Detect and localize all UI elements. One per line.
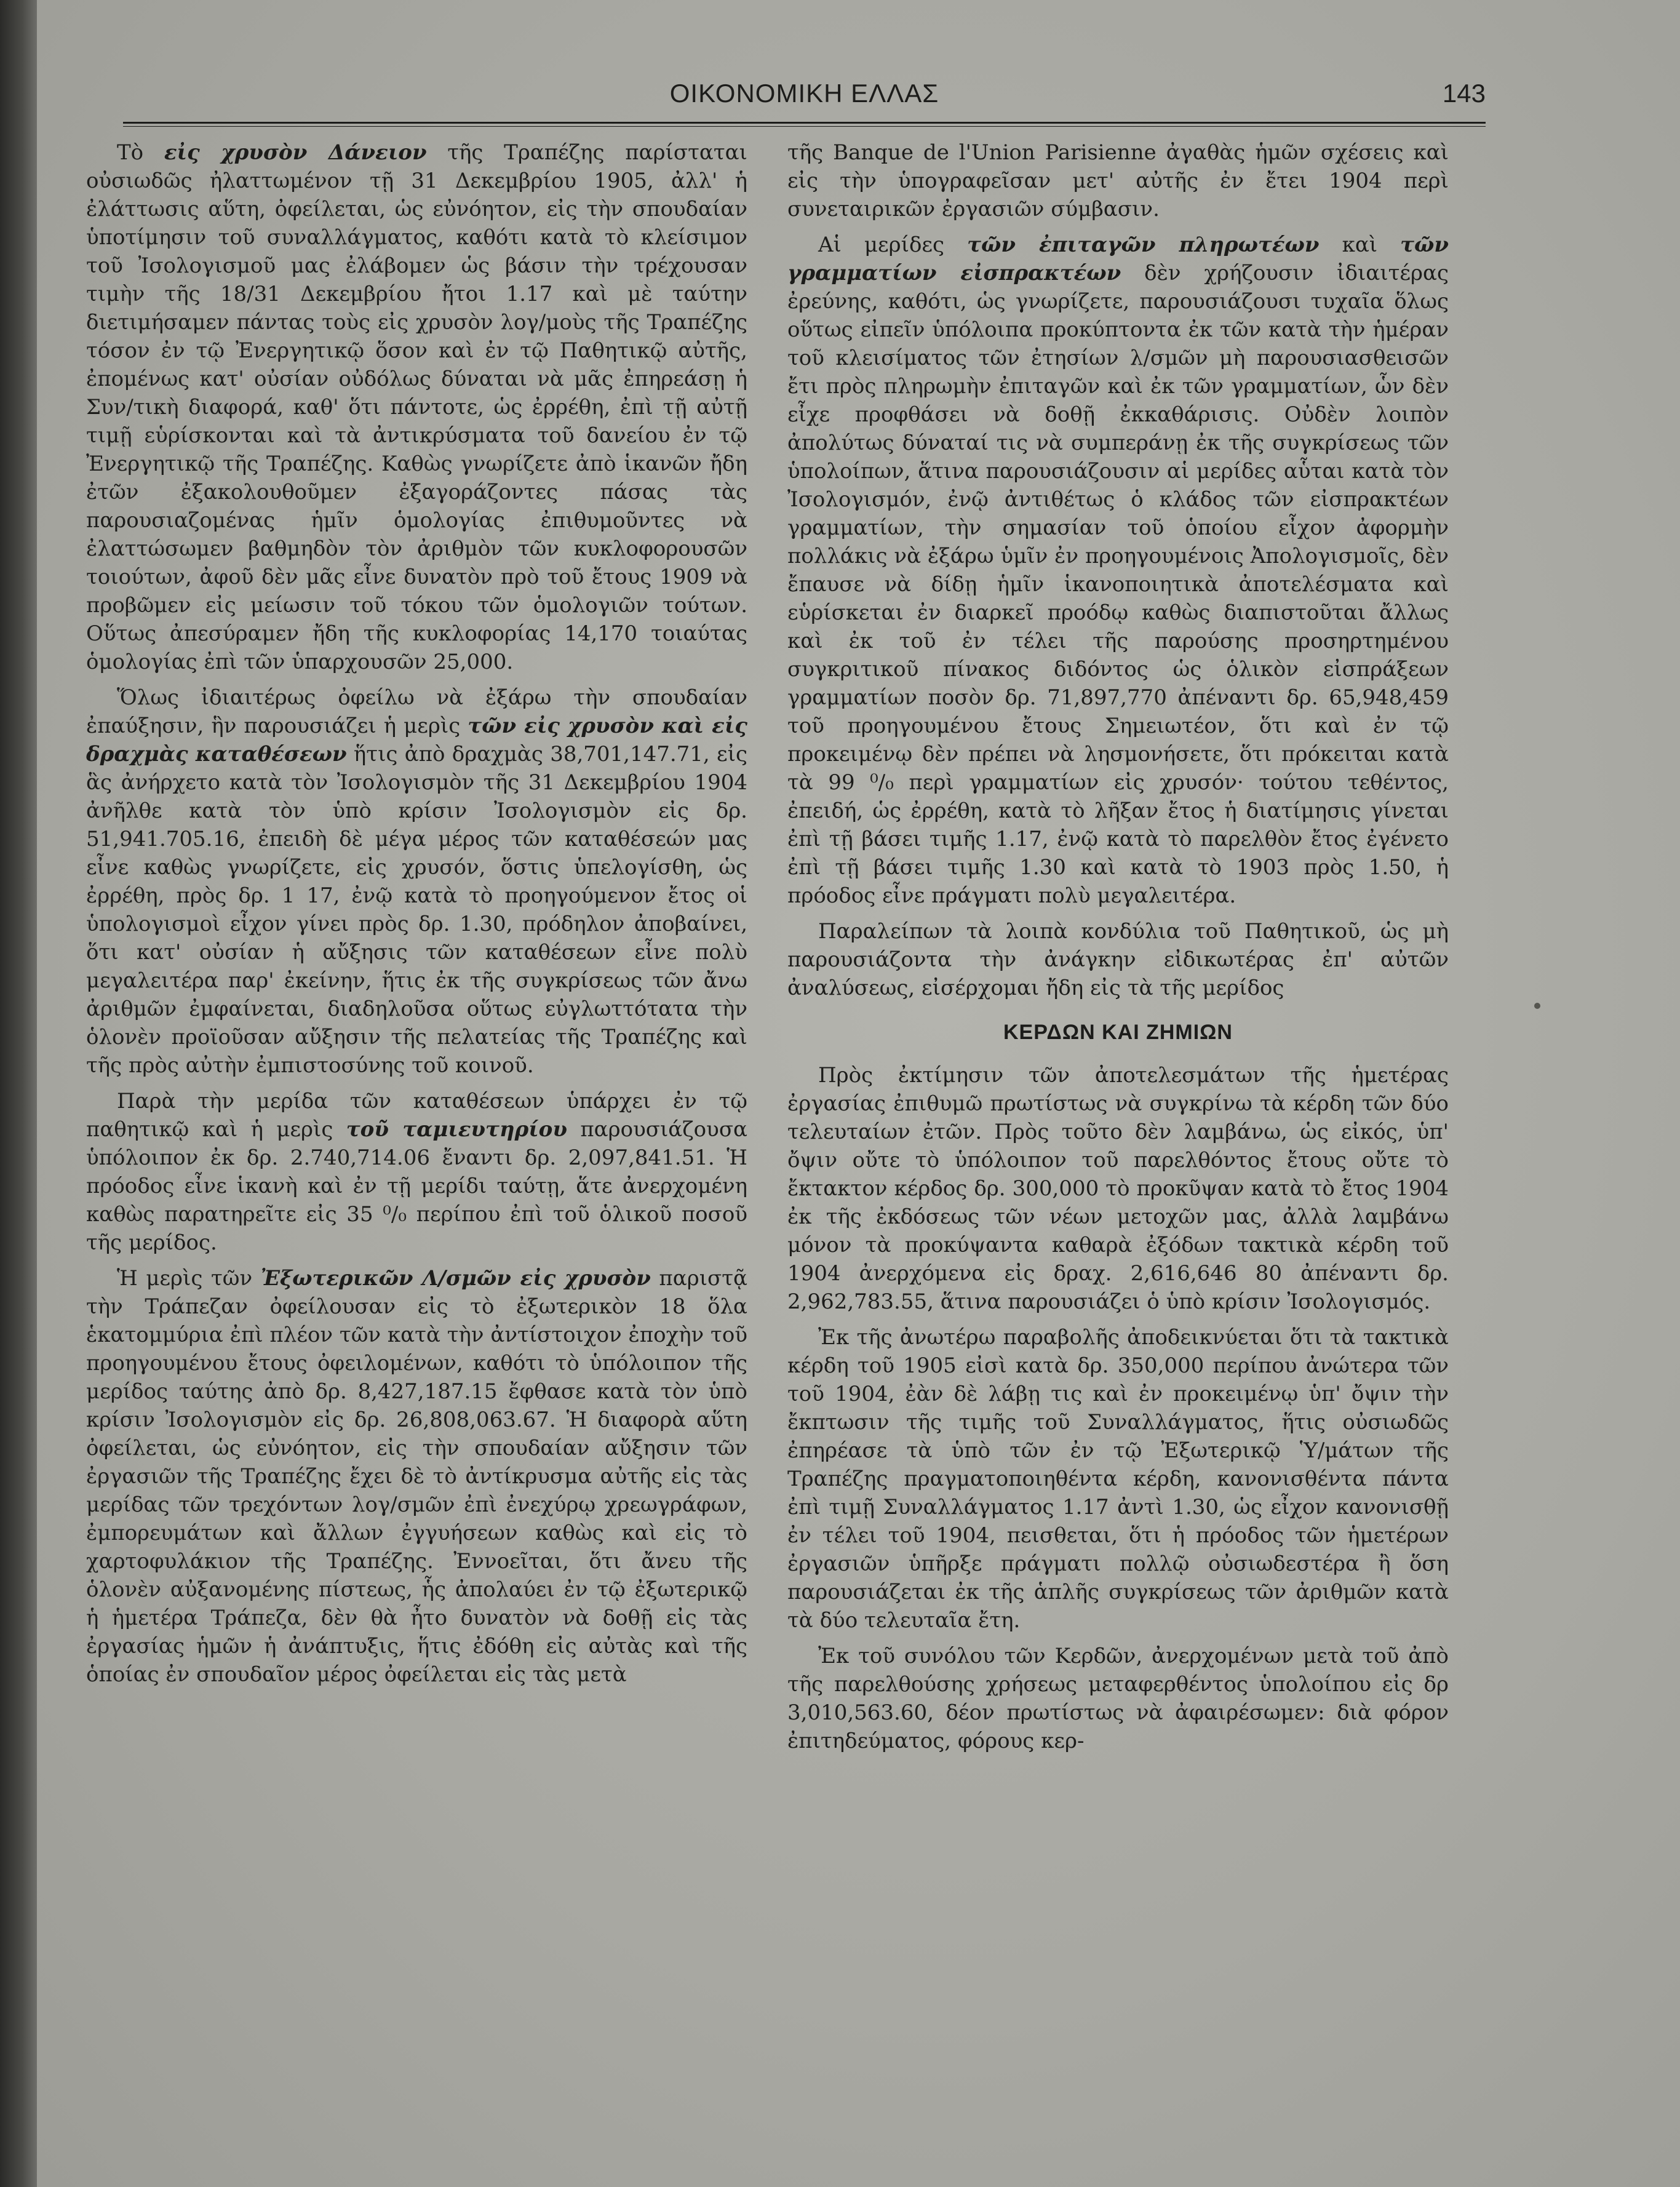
text-run: τῆς Τραπέζης παρίσταται οὐσιωδῶς ἠλαττωμένον τῇ 31 Δεκεμβρίου 1905, ἀλλ' ἡ ἐλάττωσις αὕτη, ὀφείλεται, ὡς εὐνόητον, εἰς τὴν σπουδαίαν ὑποτίμησιν τοῦ συναλλάγματος, καθότι κατὰ τὸ κλείσιμον τοῦ Ἰσολογισμοῦ μας ἐλάβομεν ὡς βάσιν τὴν τρέχουσαν τιμὴν τῆς 18/31 Δεκεμβρίου ἤτοι 1.17 καὶ μὲ ταύτην διετιμήσαμεν πάντας τοὺς εἰς χρυσὸν λογ/μοὺς τῆς Τραπέζης τόσον ἐν τῷ Ἐνεργητικῷ ὅσον καὶ ἐν τῷ Παθητικῷ αὐτῆς, ἐπομένως κατ' οὐσίαν οὐδόλως δύναται νὰ μᾶς ἐπηρεάσῃ ἡ Συν/τικὴ διαφορά, καθ' ὅτι πάντοτε, ὡς ἐρρέθη, ἐπὶ τῇ αὐτῇ τιμῇ εὑρίσκονται καὶ τὰ ἀντικρύσματα τοῦ δανείου ἐν τῷ Ἐνεργητικῷ τῆς Τραπέζης. Καθὼς γνωρίζετε ἀπὸ ἱκανῶν ἤδη ἐτῶν ἐξακολουθοῦμεν ἐξαγοράζοντες πάσας τὰς παρουσιαζομένας ἡμῖν ὁμολογίας ἐπιθυμοῦντες νὰ ἐλαττώσωμεν βαθμηδὸν τὸν ἀριθμὸν τῶν κυκλοφορουσῶν τοιούτων, ἀφοῦ δὲν μᾶς εἶνε δυνατὸν πρὸ τοῦ ἔτους 1909 νὰ προβῶμεν εἰς μείωσιν τοῦ τόκου τῶν ὁμολογιῶν τούτων. Οὕτως ἀπεσύραμεν ἤδη τῆς κυκλοφορίας 14,170 τοιαύτας ὁμολογίας ἐπὶ τῶν ὑπαρχουσῶν 25,000. — [86, 140, 747, 674]
paragraph-continuation: τῆς Banque de l'Union Parisienne ἀγαθὰς ἡμῶν σχέσεις καὶ εἰς τὴν ὑπογραφεῖσαν μετ' αὐτῆς ἐν ἔτει 1904 περὶ συνεταιρικῶν ἐργασιῶν σύμβασιν. — [787, 140, 1449, 221]
emphasis-foreign-accounts: Ἐξωτερικῶν Λ/σμῶν εἰς χρυσὸν — [260, 1266, 651, 1291]
text-run: παρουσιάζουσα ὑπόλοιπον ἐκ δρ. 2.740,714.06 ἔναντι δρ. 2,097,841.51. Ἡ πρόοδος εἶνε ἱκανὴ καὶ ἐν τῇ μερίδι ταύτῃ, ἅτε ἀνερχομένη καθὼς παρατηρεῖτε εἰς 35 ⁰/₀ περίπου ἐπὶ τοῦ ὁλικοῦ ποσοῦ τῆς μερίδος. — [86, 1117, 747, 1255]
paragraph-foreign-accounts — [86, 1264, 747, 1689]
text-run: δὲν χρήζουσιν ἰδιαιτέρας ἐρεύνης, καθότι, ὡς γνωρίζετε, παρουσιάζουσι τυχαῖα ὅλως οὕτως εἰπεῖν ὑπόλοιπα προκύπτοντα ἐκ τῶν κατὰ τὴν ἡμέραν τοῦ κλεισίματος τῶν ἐτησίων λ/σμῶν μὴ παρουσιασθεισῶν ἔτι πρὸς πληρωμὴν ἐπιταγῶν καὶ ἐκ τῶν γραμματίων, ὧν δὲν εἶχε προφθάσει νὰ δοθῇ ἐκκαθάρισις. Οὐδὲν λοιπὸν ἀπολύτως δύναταί τις νὰ συμπεράνῃ ἐκ τῆς συγκρίσεως τῶν ὑπολοίπων, ἅτινα παρουσιάζουσιν αἱ μερίδες αὗται κατὰ τὸν Ἰσολογισμόν, ἐνῷ ἀντιθέτως ὁ κλάδος τῶν εἰσπρακτέων γραμματίων, τὴν σημασίαν τοῦ ὁποίου εἶχον ἀφορμὴν πολλάκις νὰ ἐξάρω ὑμῖν ἐν προηγουμένοις Ἀπολογισμοῖς, δὲν ἔπαυσε νὰ δίδῃ ἡμῖν ἱκανοποιητικὰ ἀποτελέσματα καὶ εὑρίσκεται ἐν διαρκεῖ προόδῳ καθὼς διαπιστοῦται ἄλλως καὶ ἐκ τοῦ ἐν τέλει τῆς παρούσης προσηρτημένου συγκριτικοῦ πίνακος διδόντος ὡς ὁλικὸν εἰσπράξεων γραμματίων ποσὸν δρ. 71,897,770 ἀπέναντι δρ. 65,948,459 τοῦ προηγουμένου ἔτους Σημειωτέον, ὅτι καὶ ἐν τῷ προκειμένῳ δὲν πρέπει νὰ λησμονήσετε, ὅτι πρόκειται κατὰ τὰ 99 ⁰/₀ περὶ γραμματίων εἰς χρυσόν· τούτου τεθέντος, ἐπειδή, ὡς ἐρρέθη, κατὰ τὸ λῆξαν ἔτος ἡ διατίμησις γίνεται ἐπὶ τῇ βάσει τιμῆς 1.17, ἐνῷ κατὰ τὸ παρελθὸν ἔτος ἐγένετο ἐπὶ τῇ βάσει τιμῆς 1.30 καὶ κατὰ τὸ 1903 πρὸς 1.50, ἡ πρόοδος εἶνε πράγματι πολὺ μεγαλειτέρα. — [787, 261, 1449, 908]
emphasis-gold-loan: εἰς χρυσὸν Δάνειον — [164, 140, 427, 165]
running-title: ΟΙΚΟΝΟΜΙΚΗ ΕΛΛΑΣ — [669, 79, 939, 108]
book-binding-edge — [0, 0, 37, 2187]
section-heading: ΚΕΡΔΩΝ ΚΑΙ ΖΗΜΙΩΝ — [1003, 1021, 1233, 1044]
page-header — [123, 74, 1486, 123]
paragraph-gold-loan — [86, 138, 747, 676]
paragraph-deposits — [86, 683, 747, 1080]
paragraph-profit-total: Ἐκ τοῦ συνόλου τῶν Κερδῶν, ἀνερχομένων μετὰ τοῦ ἀπὸ τῆς παρελθούσης χρήσεως μεταφερθέντος ὑπολοίπου εἰς δρ 3,010,563.60, δέον πρωτίστως νὰ ἀφαιρέσωμεν: διὰ φόρον ἐπιτηδεύματος, φόρους κερ- — [787, 1644, 1449, 1753]
text-run: παριστᾷ τὴν Τράπεζαν ὀφείλουσαν εἰς τὸ ἐξωτερικὸν 18 ὅλα ἑκατομμύρια ἐπὶ πλέον τῶν κατὰ τὴν ἀντίστοιχον ἐποχὴν τοῦ προηγουμένου ἔτους ὀφειλομένων, καθότι τὸ ὑπόλοιπον τῆς μερίδος ταύτης ἀπὸ δρ. 8,427,187.15 ἔφθασε κατὰ τὸν ὑπὸ κρίσιν Ἰσολογισμὸν εἰς δρ. 26,808,063.67. Ἡ διαφορὰ αὕτη ὀφείλεται, ὡς εὐνόητον, εἰς τὴν σπουδαίαν αὔξησιν τῶν ἐργασιῶν τῆς Τραπέζης ἔχει δὲ τὸ ἀντίκρυσμα αὐτῆς εἰς τὰς μερίδας τῶν τρεχόντων λογ/σμῶν ἐπὶ ἐνεχύρῳ χρεωγράφων, ἐμπορευμάτων καὶ ἄλλων ἐγγυήσεων καθὼς καὶ εἰς τὸ χαρτοφυλάκιον τῆς Τραπέζης. Ἐννοεῖται, ὅτι ἄνευ τῆς ὁλονὲν αὐξανομένης πίστεως, ἧς ἀπολαύει ἐν τῷ ἐξωτερικῷ ἡ ἡμετέρα Τράπεζα, δὲν θὰ ἦτο δυνατὸν νὰ δοθῇ εἰς τὰς ἐργασίας ἡμῶν ἡ ἀνάπτυξις, ἥτις ἐδόθη εἰς αὐτὰς καὶ τῆς ὁποίας ἐν σπουδαῖον μέρος ὀφείλεται εἰς τὰς μετὰ — [86, 1266, 747, 1687]
page-number: 143 — [1442, 79, 1486, 108]
paragraph-profit-comparison: Πρὸς ἐκτίμησιν τῶν ἀποτελεσμάτων τῆς ἡμετέρας ἐργασίας ἐπιθυμῶ πρωτίστως νὰ συγκρίνω τὰ κέρδη τῶν δύο τελευταίων ἐτῶν. Πρὸς τοῦτο δὲν λαμβάνω, ὡς εἰκός, ὑπ' ὄψιν οὔτε τὸ ὑπόλοιπον τοῦ παρελθόντος ἔτους οὔτε τὸ ἔκτακτον κέρδος δρ. 300,000 τὸ προκῦψαν κατὰ τὸ ἔτος 1904 ἐκ τῆς ἐκδόσεως τῶν νέων μετοχῶν μας, ἀλλὰ λαμβάνω μόνον τὰ προκύψαντα καθαρὰ ἐξόδων τακτικὰ κέρδη τοῦ 1904 ἀνερχόμενα εἰς δραχ. 2,616,646 80 ἀπέναντι δρ. 2,962,783.55, ἅτινα παρουσιάζει ὁ ὑπὸ κρίσιν Ἰσολογισμός. — [787, 1063, 1449, 1314]
right-column — [787, 138, 1449, 2150]
text-run: Ὅλως ἰδιαιτέρως ὀφείλω νὰ ἐξάρω τὴν σπουδαίαν ἐπαύξησιν, ἣν παρουσιάζει ἡ μερὶς — [86, 685, 747, 738]
header-rule — [123, 122, 1486, 127]
ink-speck — [1534, 1003, 1540, 1009]
paragraph-transition: Παραλείπων τὰ λοιπὰ κονδύλια τοῦ Παθητικοῦ, ὡς μὴ παρουσιάζοντα τὴν ἀνάγκην εἰδικωτέρας ἐπ' αὐτῶν ἀναλύσεως, εἰσέρχομαι ἤδη εἰς τὰ τῆς μερίδος — [787, 919, 1449, 1000]
text-run: Τὸ — [117, 140, 164, 165]
emphasis-deposits: τῶν εἰς χρυσὸν καὶ εἰς δραχμὰς καταθέσεων — [86, 714, 747, 767]
text-run: ἥτις ἀπὸ δραχμὰς 38,701,147.71, εἰς ἃς ἀνήρχετο κατὰ τὸν Ἰσολογισμὸν τῆς 31 Δεκεμβρίου 1904 ἀνῆλθε κατὰ τὸν ὑπὸ κρίσιν Ἰσολογισμὸν εἰς δρ. 51,941.705.16, ἐπειδὴ δὲ μέγα μέρος τῶν καταθέσεών μας εἶνε καθὼς γνωρίζετε, εἰς χρυσόν, ὅστις ὑπελογίσθη, ὡς ἐρρέθη, πρὸς δρ. 1 17, ἐνῷ κατὰ τὸ προηγούμενον ἔτος οἱ ὑπολογισμοὶ εἶχον γίνει πρὸς δρ. 1.30, πρόδηλον ἀποβαίνει, ὅτι κατ' οὐσίαν ἡ αὔξησις τῶν καταθέσεων εἶνε πολὺ μεγαλειτέρα παρ' ἐκείνην, ἥτις ἐκ τῆς συγκρίσεως τῶν ἄνω ἀριθμῶν ἐμφαίνεται, διαδηλοῦσα οὕτως εὐγλωττότατα τὴν ὁλονὲν προϊοῦσαν αὔξησιν τῆς πελατείας τῆς Τραπέζης καὶ τῆς πρὸς αὐτὴν ἐμπιστοσύνης τοῦ κοινοῦ. — [86, 742, 747, 1078]
text-run: καὶ — [1319, 233, 1401, 257]
text-run: Παρὰ τὴν μερίδα τῶν καταθέσεων ὑπάρχει ἐν τῷ παθητικῷ καὶ ἡ μερὶς — [86, 1089, 747, 1142]
emphasis-savings: τοῦ ταμιευτηρίου — [346, 1117, 567, 1142]
emphasis-bills: τῶν γραμματίων εἰσπρακτέων — [787, 233, 1449, 285]
emphasis-cheques: τῶν ἐπιταγῶν πληρωτέων — [967, 233, 1320, 257]
text-run: Ἡ μερὶς τῶν — [117, 1266, 261, 1291]
text-run: Αἱ μερίδες — [818, 233, 968, 257]
paragraph-savings — [86, 1087, 747, 1257]
left-column — [86, 138, 747, 2150]
paragraph-profit-analysis: Ἐκ τῆς ἀνωτέρω παραβολῆς ἀποδεικνύεται ὅτι τὰ τακτικὰ κέρδη τοῦ 1905 εἰσὶ κατὰ δρ. 350,000 περίπου ἀνώτερα τῶν τοῦ 1904, ἐὰν δὲ λάβῃ τις καὶ ἐν προκειμένῳ ὑπ' ὄψιν τὴν ἔκπτωσιν τῆς τιμῆς τοῦ Συναλλάγματος, ἥτις οὐσιωδῶς ἐπηρέασε τὰ ὑπὸ τῶν ἐν τῷ Ἐξωτερικῷ Ὑ/μάτων τῆς Τραπέζης πραγματοποιηθέντα κέρδη, κανονισθέντα πάντα ἐπὶ τιμῇ Συναλλάγματος 1.17 ἀντὶ 1.30, ὡς εἶχον κανονισθῇ ἐν τέλει τοῦ 1904, πεισθεται, ὅτι ἡ πρόοδος τῶν ἡμετέρων ἐργασιῶν ὑπῆρξε πράγματι πολλῷ οὐσιωδεστέρα ἢ ὅση παρουσιάζεται ἐκ τῆς ἁπλῆς συγκρίσεως τῶν ἀριθμῶν κατὰ τὰ δύο τελευταῖα ἔτη. — [787, 1325, 1449, 1633]
paragraph-cheques-bills — [787, 231, 1449, 910]
